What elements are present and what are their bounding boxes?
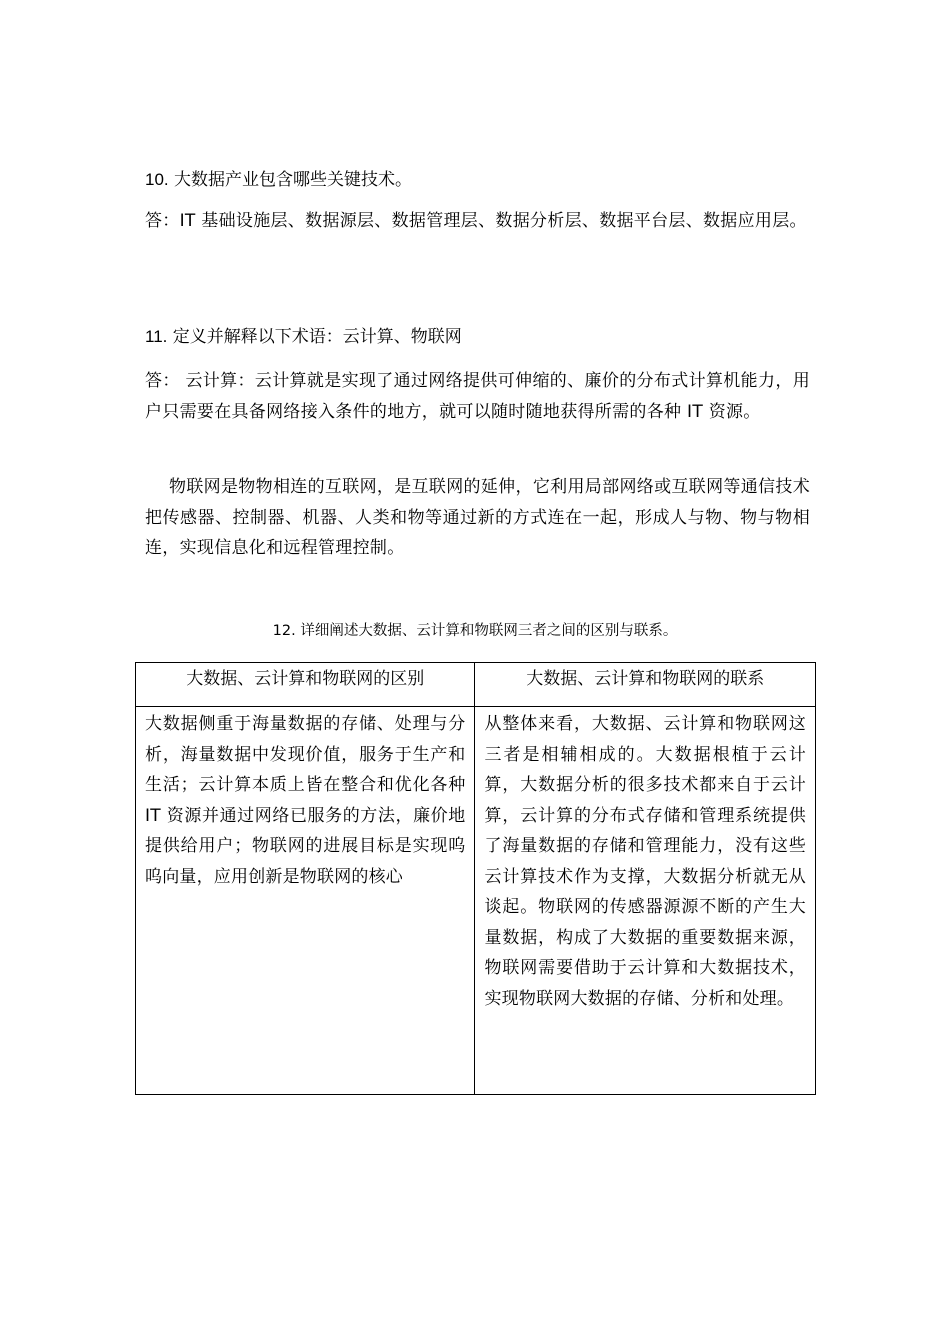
answer-10: 答：IT 基础设施层、数据源层、数据管理层、数据分析层、数据平台层、数据应用层。 xyxy=(145,211,807,231)
answer-11-iot: 物联网是物物相连的互联网，是互联网的延伸，它利用局部网络或互联网等通信技术把传感器、控制器、机器、人类和物等通过新的方式连在一起，形成人与物、物与物相连，实现信息化和远程管理控制。 xyxy=(145,477,810,558)
table-row xyxy=(136,707,816,1095)
table-cell-difference: 大数据侧重于海量数据的存储、处理与分析，海量数据中发现价值，服务于生产和生活；云计算本质上皆在整合和优化各种 IT 资源并通过网络已服务的方法，廉价地提供给用户；物联网的进展目标是实现呜呜向量，应用创新是物联网的核心 xyxy=(136,707,475,1095)
question-10 xyxy=(145,168,810,192)
table-header-difference: 大数据、云计算和物联网的区别 xyxy=(136,663,475,707)
question-12 xyxy=(135,621,815,641)
answer-11-cloud: 答： 云计算：云计算就是实现了通过网络提供可伸缩的、廉价的分布式计算机能力，用户只需要在具备网络接入条件的地方，就可以随时随地获得所需的各种 IT 资源。 xyxy=(145,371,810,422)
question-11-number: 11. xyxy=(145,327,168,346)
question-12-text: 详细阐述大数据、云计算和物联网三者之间的区别与联系。 xyxy=(300,623,678,639)
question-10-number: 10. xyxy=(145,170,169,189)
question-10-text: 大数据产业包含哪些关键技术。 xyxy=(174,170,413,190)
question-11-text: 定义并解释以下术语：云计算、物联网 xyxy=(172,327,462,347)
table-header-row xyxy=(136,663,816,707)
table-cell-relation: 从整体来看，大数据、云计算和物联网这三者是相辅相成的。大数据根植于云计算，大数据分析的很多技术都来自于云计算，云计算的分布式存储和管理系统提供了海量数据的存储和管理能力，没有这些云计算技术作为支撑，大数据分析就无从谈起。物联网的传感器源源不断的产生大量数据，构成了大数据的重要数据来源，物联网需要借助于云计算和大数据技术，实现物联网大数据的存储、分析和处理。 xyxy=(475,707,816,1095)
question-11 xyxy=(145,325,810,349)
question-12-number: 12. xyxy=(272,623,296,639)
table-header-relation: 大数据、云计算和物联网的联系 xyxy=(475,663,816,707)
comparison-table xyxy=(135,662,816,1095)
